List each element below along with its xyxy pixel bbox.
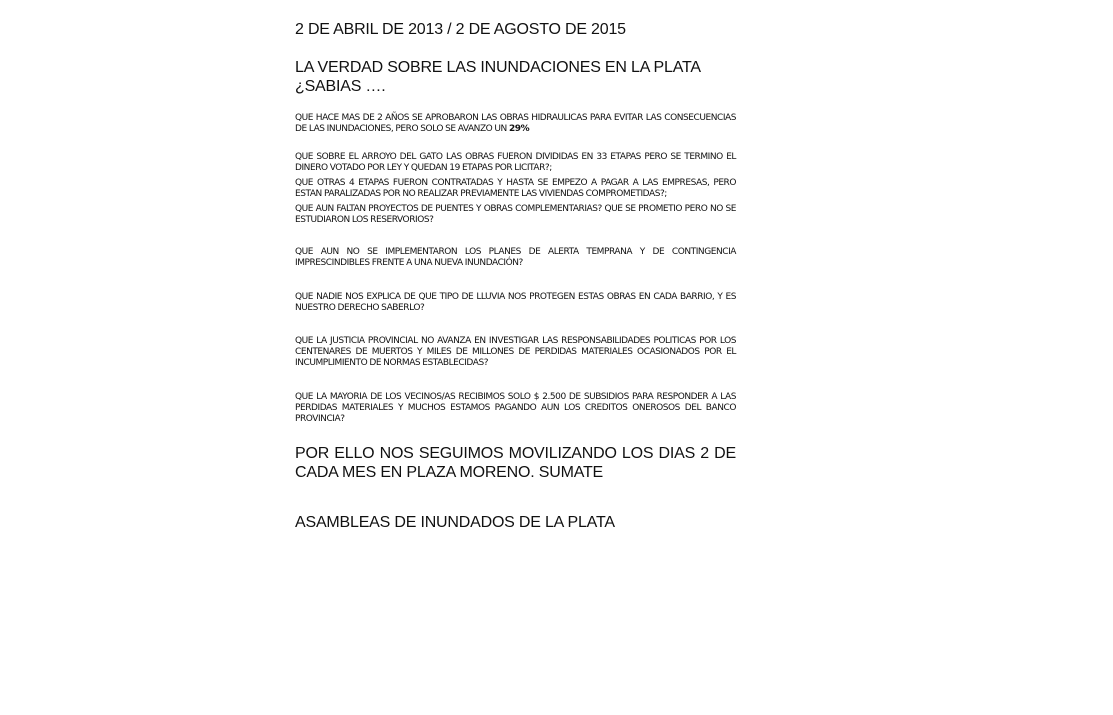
paragraph-alerta-temprana: QUE AUN NO SE IMPLEMENTARON LOS PLANES DE ALERTA TEMPRANA Y DE CONTINGENCIA IMPRESCINDIBLES FRENTE A UNA NUEVA INUNDACIÓN?: [295, 247, 736, 268]
title-question: ¿SABIAS ….: [295, 78, 386, 95]
call-to-action: POR ELLO NOS SEGUIMOS MOVILIZANDO LOS DIAS 2 DE CADA MES EN PLAZA MORENO. SUMATE: [295, 445, 736, 481]
paragraph-subsidios: QUE LA MAYORIA DE LOS VECINOS/AS RECIBIMOS SOLO $ 2.500 DE SUBSIDIOS PARA RESPONDER A LAS PERDIDAS MATERIALES Y MUCHOS ESTAMOS PAGANDO AUN LOS CREDITOS ONEROSOS DEL BANCO PROVINCIA?: [295, 392, 736, 424]
paragraph-tipo-lluvia: QUE NADIE NOS EXPLICA DE QUE TIPO DE LLUVIA NOS PROTEGEN ESTAS OBRAS EN CADA BARRIO, Y ES NUESTRO DERECHO SABERLO?: [295, 292, 736, 313]
paragraph-arroyo-gato: QUE SOBRE EL ARROYO DEL GATO LAS OBRAS FUERON DIVIDIDAS EN 33 ETAPAS PERO SE TERMINO EL DINERO VOTADO POR LEY Y QUEDAN 19 ETAPAS POR LICITAR?;: [295, 152, 736, 173]
title-line: LA VERDAD SOBRE LAS INUNDACIONES EN LA PLATA: [295, 59, 701, 76]
signature: ASAMBLEAS DE INUNDADOS DE LA PLATA: [295, 514, 615, 531]
date-line: 2 DE ABRIL DE 2013 / 2 DE AGOSTO DE 2015: [295, 21, 626, 38]
paragraph-obras-avance: [295, 113, 736, 135]
document-body: [295, 20, 736, 532]
paragraph-etapas-contratadas: QUE OTRAS 4 ETAPAS FUERON CONTRATADAS Y HASTA SE EMPEZO A PAGAR A LAS EMPRESAS, PERO ESTAN PARALIZADAS POR NO REALIZAR PREVIAMENTE LAS VIVIENDAS COMPROMETIDAS?;: [295, 178, 736, 199]
paragraph-puentes-reservorios: QUE AUN FALTAN PROYECTOS DE PUENTES Y OBRAS COMPLEMENTARIAS? QUE SE PROMETIO PERO NO SE ESTUDIARON LOS RESERVORIOS?: [295, 204, 736, 225]
paragraph-text: QUE HACE MAS DE 2 AÑOS SE APROBARON LAS OBRAS HIDRAULICAS PARA EVITAR LAS CONSECUENCIAS DE LAS INUNDACIONES, PERO SOLO SE AVANZO UN: [295, 113, 736, 134]
paragraph-justicia-provincial: QUE LA JUSTICIA PROVINCIAL NO AVANZA EN INVESTIGAR LAS RESPONSABILIDADES POLITICAS POR LOS CENTENARES DE MUERTOS Y MILES DE MILLONES DE PERDIDAS MATERIALES OCASIONADOS POR EL INCUMPLIMIENTO DE NORMAS ESTABLECIDAS?: [295, 336, 736, 368]
percentage-highlight: 29%: [508, 124, 530, 134]
